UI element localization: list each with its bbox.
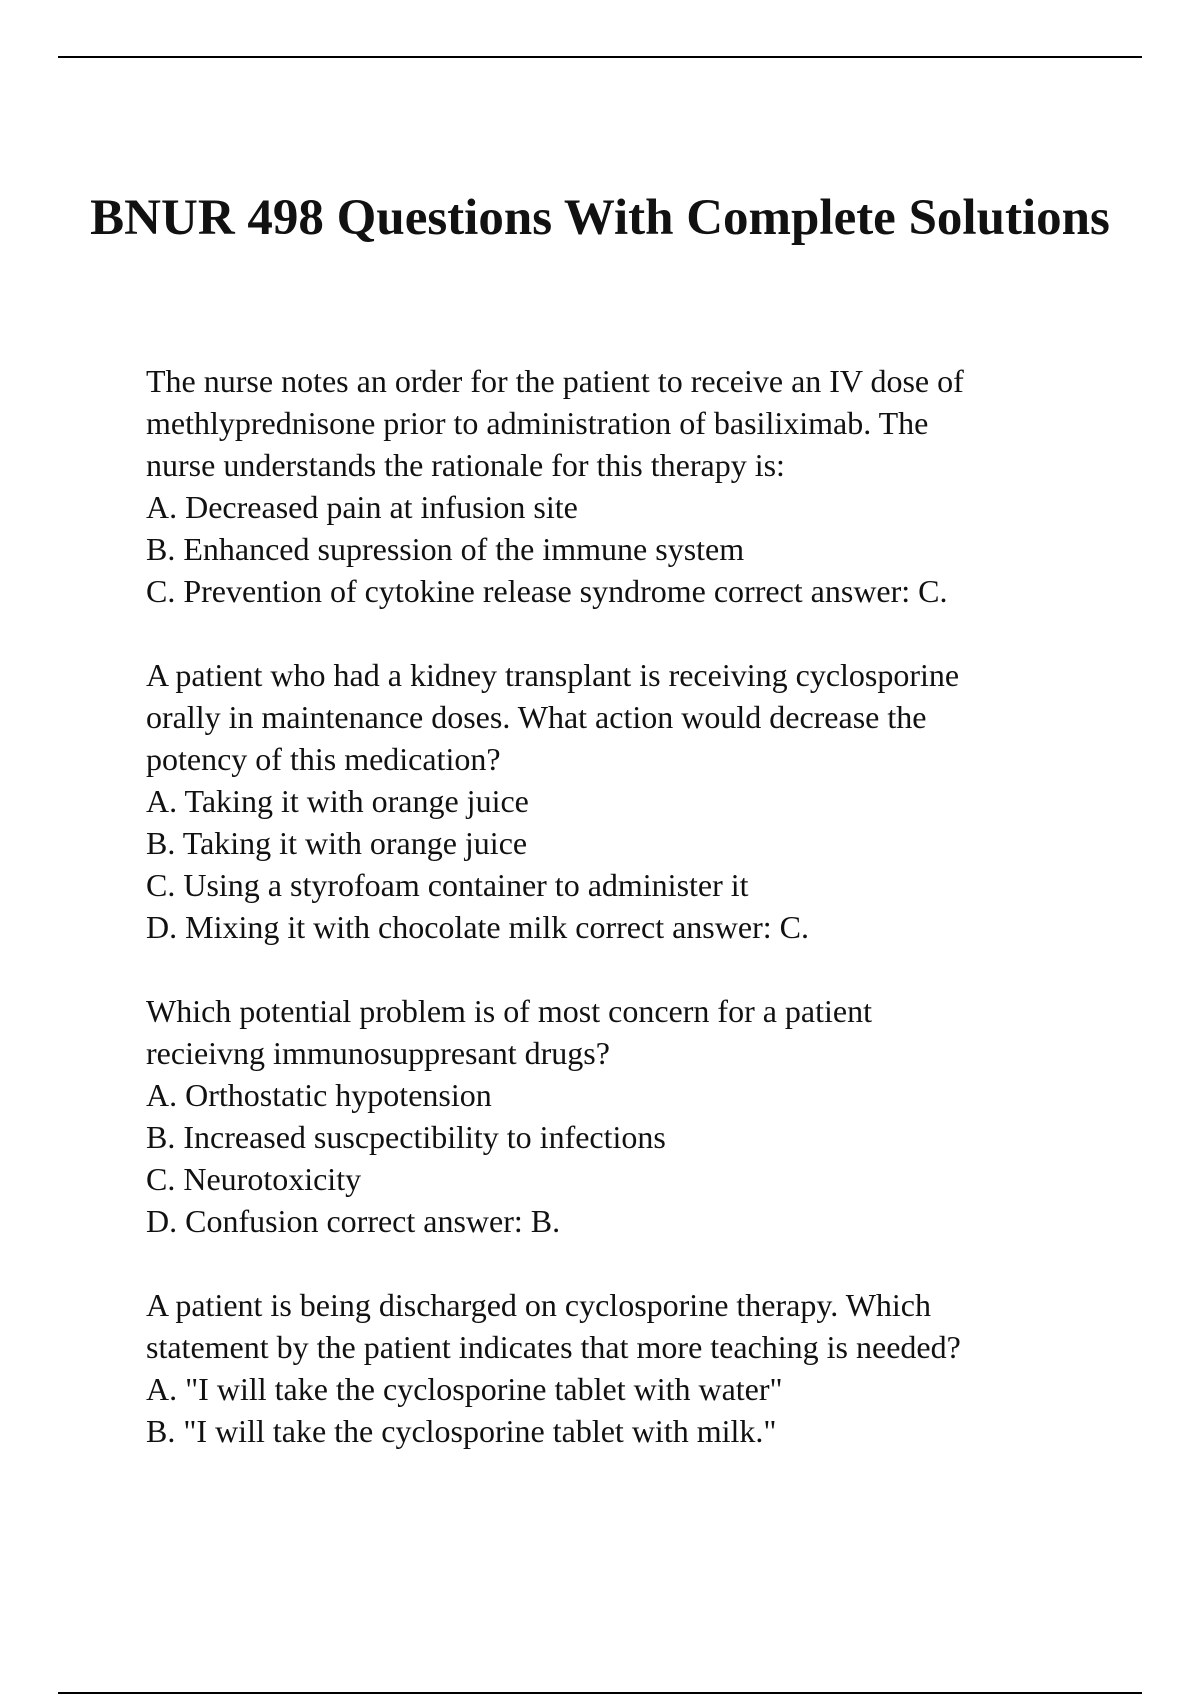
question-text-line: A patient who had a kidney transplant is receiving cyclosporine xyxy=(146,657,960,693)
answer-option-with-correct-answer: D. Mixing it with chocolate milk correct answer: C. xyxy=(146,909,809,945)
answer-option: B. "I will take the cyclosporine tablet with milk." xyxy=(146,1413,777,1449)
answer-option: A. Orthostatic hypotension xyxy=(146,1077,492,1113)
document-title: BNUR 498 Questions With Complete Solutions xyxy=(90,190,1110,246)
answer-option-with-correct-answer: D. Confusion correct answer: B. xyxy=(146,1203,561,1239)
answer-option: A. Taking it with orange juice xyxy=(146,783,529,819)
question-text-line: Which potential problem is of most concern for a patient xyxy=(146,993,872,1029)
question-text-line: The nurse notes an order for the patient to receive an IV dose of xyxy=(146,363,964,399)
question-text-line: orally in maintenance doses. What action would decrease the xyxy=(146,699,927,735)
question-text-line: potency of this medication? xyxy=(146,741,501,777)
answer-option: B. Increased suscpectibility to infections xyxy=(146,1119,666,1155)
answer-option: A. "I will take the cyclosporine tablet with water" xyxy=(146,1371,783,1407)
answer-option: B. Taking it with orange juice xyxy=(146,825,528,861)
answer-option: A. Decreased pain at infusion site xyxy=(146,489,578,525)
question-text-line: nurse understands the rationale for this therapy is: xyxy=(146,447,785,483)
answer-option: C. Using a styrofoam container to administer it xyxy=(146,867,749,903)
question-1 xyxy=(146,360,1106,612)
question-2 xyxy=(146,654,1106,948)
question-text-line: A patient is being discharged on cyclosporine therapy. Which xyxy=(146,1287,931,1323)
answer-option: B. Enhanced supression of the immune system xyxy=(146,531,745,567)
question-4 xyxy=(146,1284,1106,1452)
answer-option: C. Neurotoxicity xyxy=(146,1161,362,1197)
question-text-line: methlyprednisone prior to administration of basiliximab. The xyxy=(146,405,929,441)
question-text-line: statement by the patient indicates that more teaching is needed? xyxy=(146,1329,961,1365)
bottom-rule xyxy=(58,1692,1142,1694)
question-3 xyxy=(146,990,1106,1242)
question-list xyxy=(146,360,1106,1494)
question-text-line: recieivng immunosuppresant drugs? xyxy=(146,1035,610,1071)
top-rule xyxy=(58,56,1142,58)
answer-option-with-correct-answer: C. Prevention of cytokine release syndrome correct answer: C. xyxy=(146,573,948,609)
